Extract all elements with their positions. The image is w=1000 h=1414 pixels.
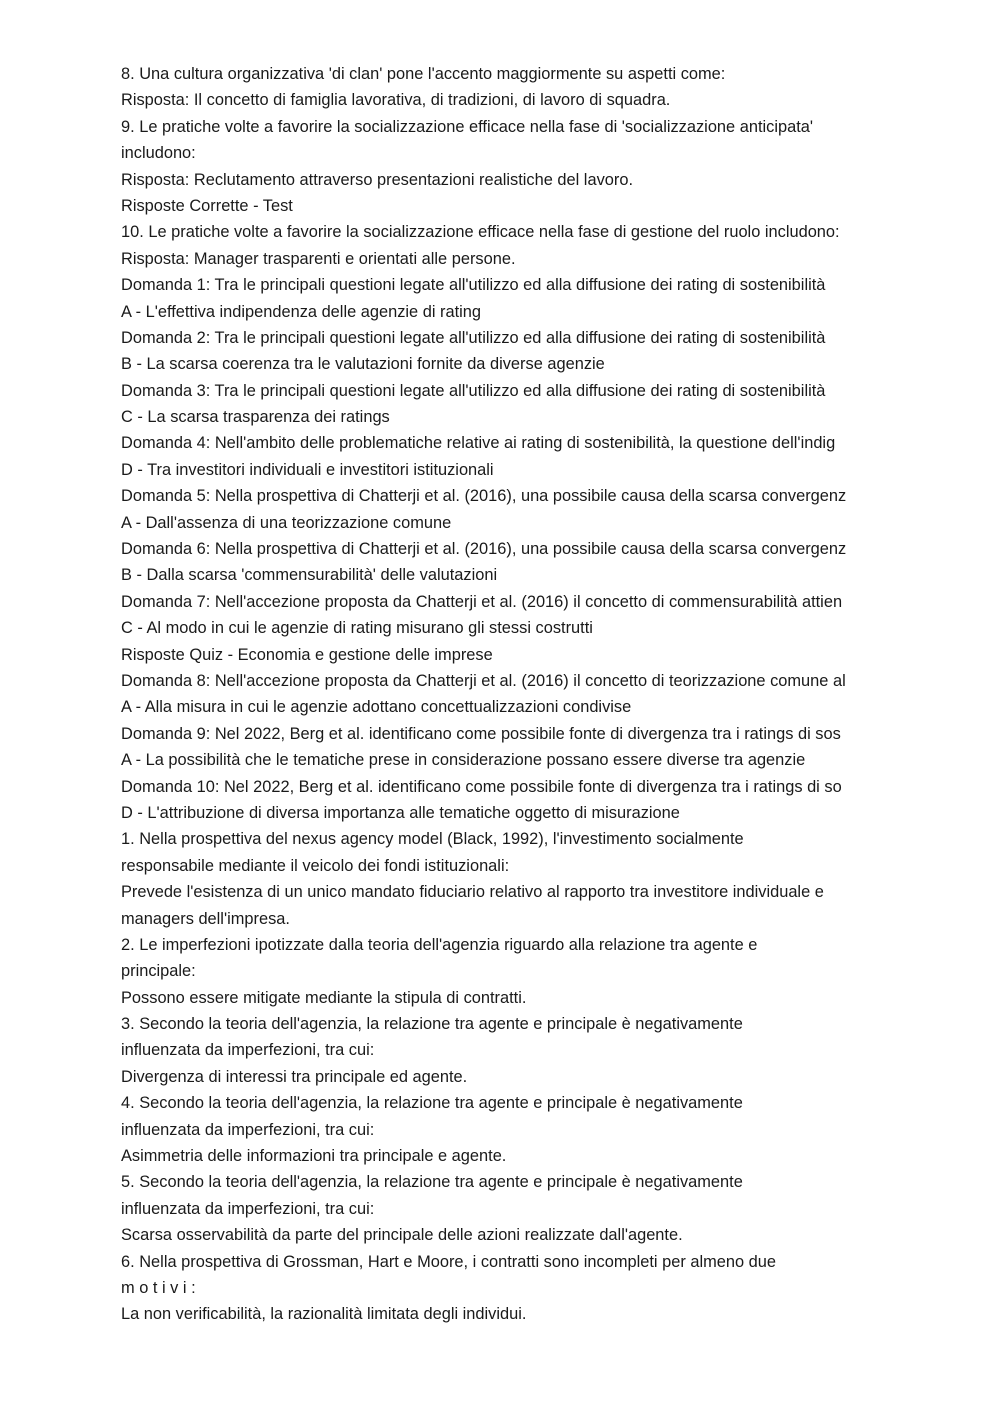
question-line: Domanda 1: Tra le principali questioni legate all'utilizzo ed alla diffusione dei rating di sostenibilità (121, 276, 826, 295)
text-line: 3. Secondo la teoria dell'agenzia, la relazione tra agente e principale è negativamente (121, 1015, 743, 1034)
question-line: Domanda 8: Nell'accezione proposta da Chatterji et al. (2016) il concetto di teorizzazione comune al (121, 671, 846, 690)
answer-line: B - La scarsa coerenza tra le valutazioni fornite da diverse agenzie (121, 355, 605, 374)
text-line: m o t i v i : (121, 1278, 196, 1297)
text-line: includono: (121, 144, 196, 163)
question-line: Domanda 9: Nel 2022, Berg et al. identificano come possibile fonte di divergenza tra i ratings di sos (121, 724, 841, 743)
text-line: influenzata da imperfezioni, tra cui: (121, 1120, 375, 1139)
question-line: Domanda 10: Nel 2022, Berg et al. identificano come possibile fonte di divergenza tra i ratings di so (121, 777, 842, 796)
text-line: influenzata da imperfezioni, tra cui: (121, 1041, 375, 1060)
section-heading: Risposte Quiz - Economia e gestione delle imprese (121, 645, 493, 664)
answer-line: A - La possibilità che le tematiche prese in considerazione possano essere diverse tra agenzie (121, 751, 806, 770)
text-line: Divergenza di interessi tra principale ed agente. (121, 1067, 468, 1086)
text-line: 10. Le pratiche volte a favorire la socializzazione efficace nella fase di gestione del ruolo includono: (121, 223, 840, 242)
text-line: 4. Secondo la teoria dell'agenzia, la relazione tra agente e principale è negativamente (121, 1094, 743, 1113)
answer-line: D - Tra investitori individuali e investitori istituzionali (121, 460, 494, 479)
text-line: managers dell'impresa. (121, 909, 290, 928)
answer-line: C - Al modo in cui le agenzie di rating misurano gli stessi costrutti (121, 619, 593, 638)
text-line: Asimmetria delle informazioni tra principale e agente. (121, 1147, 507, 1166)
answer-line: B - Dalla scarsa 'commensurabilità' delle valutazioni (121, 566, 498, 585)
text-line: 6. Nella prospettiva di Grossman, Hart e Moore, i contratti sono incompleti per almeno due (121, 1252, 777, 1271)
text-line: 5. Secondo la teoria dell'agenzia, la relazione tra agente e principale è negativamente (121, 1173, 743, 1192)
answer-line: D - L'attribuzione di diversa importanza alle tematiche oggetto di misurazione (121, 803, 680, 822)
question-line: Domanda 7: Nell'accezione proposta da Chatterji et al. (2016) il concetto di commensurabilità attien (121, 592, 843, 611)
question-line: Domanda 2: Tra le principali questioni legate all'utilizzo ed alla diffusione dei rating di sostenibilità (121, 328, 826, 347)
text-line: 1. Nella prospettiva del nexus agency model (Black, 1992), l'investimento socialmente (121, 830, 744, 849)
answer-line: A - L'effettiva indipendenza delle agenzie di rating (121, 302, 482, 321)
document-text (121, 61, 941, 1328)
text-line: Risposta: Manager trasparenti e orientati alle persone. (121, 249, 516, 268)
question-line: Domanda 3: Tra le principali questioni legate all'utilizzo ed alla diffusione dei rating di sostenibilità (121, 381, 826, 400)
section-heading: Risposte Corrette - Test (121, 196, 293, 215)
answer-line: C - La scarsa trasparenza dei ratings (121, 408, 390, 427)
question-line: Domanda 5: Nella prospettiva di Chatterji et al. (2016), una possibile causa della scarsa convergenz (121, 487, 847, 506)
text-line: Risposta: Reclutamento attraverso presentazioni realistiche del lavoro. (121, 170, 634, 189)
text-line: 9. Le pratiche volte a favorire la socializzazione efficace nella fase di 'socializzazione anticipata' (121, 117, 814, 136)
answer-line: A - Dall'assenza di una teorizzazione comune (121, 513, 452, 532)
text-line: responsabile mediante il veicolo dei fondi istituzionali: (121, 856, 510, 875)
text-line: Possono essere mitigate mediante la stipula di contratti. (121, 988, 527, 1007)
text-line: La non verificabilità, la razionalità limitata degli individui. (121, 1305, 527, 1324)
text-line: 2. Le imperfezioni ipotizzate dalla teoria dell'agenzia riguardo alla relazione tra agente e (121, 935, 758, 954)
question-line: Domanda 4: Nell'ambito delle problematiche relative ai rating di sostenibilità, la questione dell'indig (121, 434, 836, 453)
answer-line: A - Alla misura in cui le agenzie adottano concettualizzazioni condivise (121, 698, 632, 717)
text-line: 8. Una cultura organizzativa 'di clan' pone l'accento maggiormente su aspetti come: (121, 65, 726, 83)
text-line: Prevede l'esistenza di un unico mandato fiduciario relativo al rapporto tra investitore individuale e (121, 883, 824, 902)
text-line: principale: (121, 962, 196, 981)
text-line: influenzata da imperfezioni, tra cui: (121, 1199, 375, 1218)
question-line: Domanda 6: Nella prospettiva di Chatterji et al. (2016), una possibile causa della scarsa convergenz (121, 540, 847, 559)
text-line: Risposta: Il concetto di famiglia lavorativa, di tradizioni, di lavoro di squadra. (121, 91, 671, 110)
text-line: Scarsa osservabilità da parte del principale delle azioni realizzate dall'agente. (121, 1226, 683, 1245)
